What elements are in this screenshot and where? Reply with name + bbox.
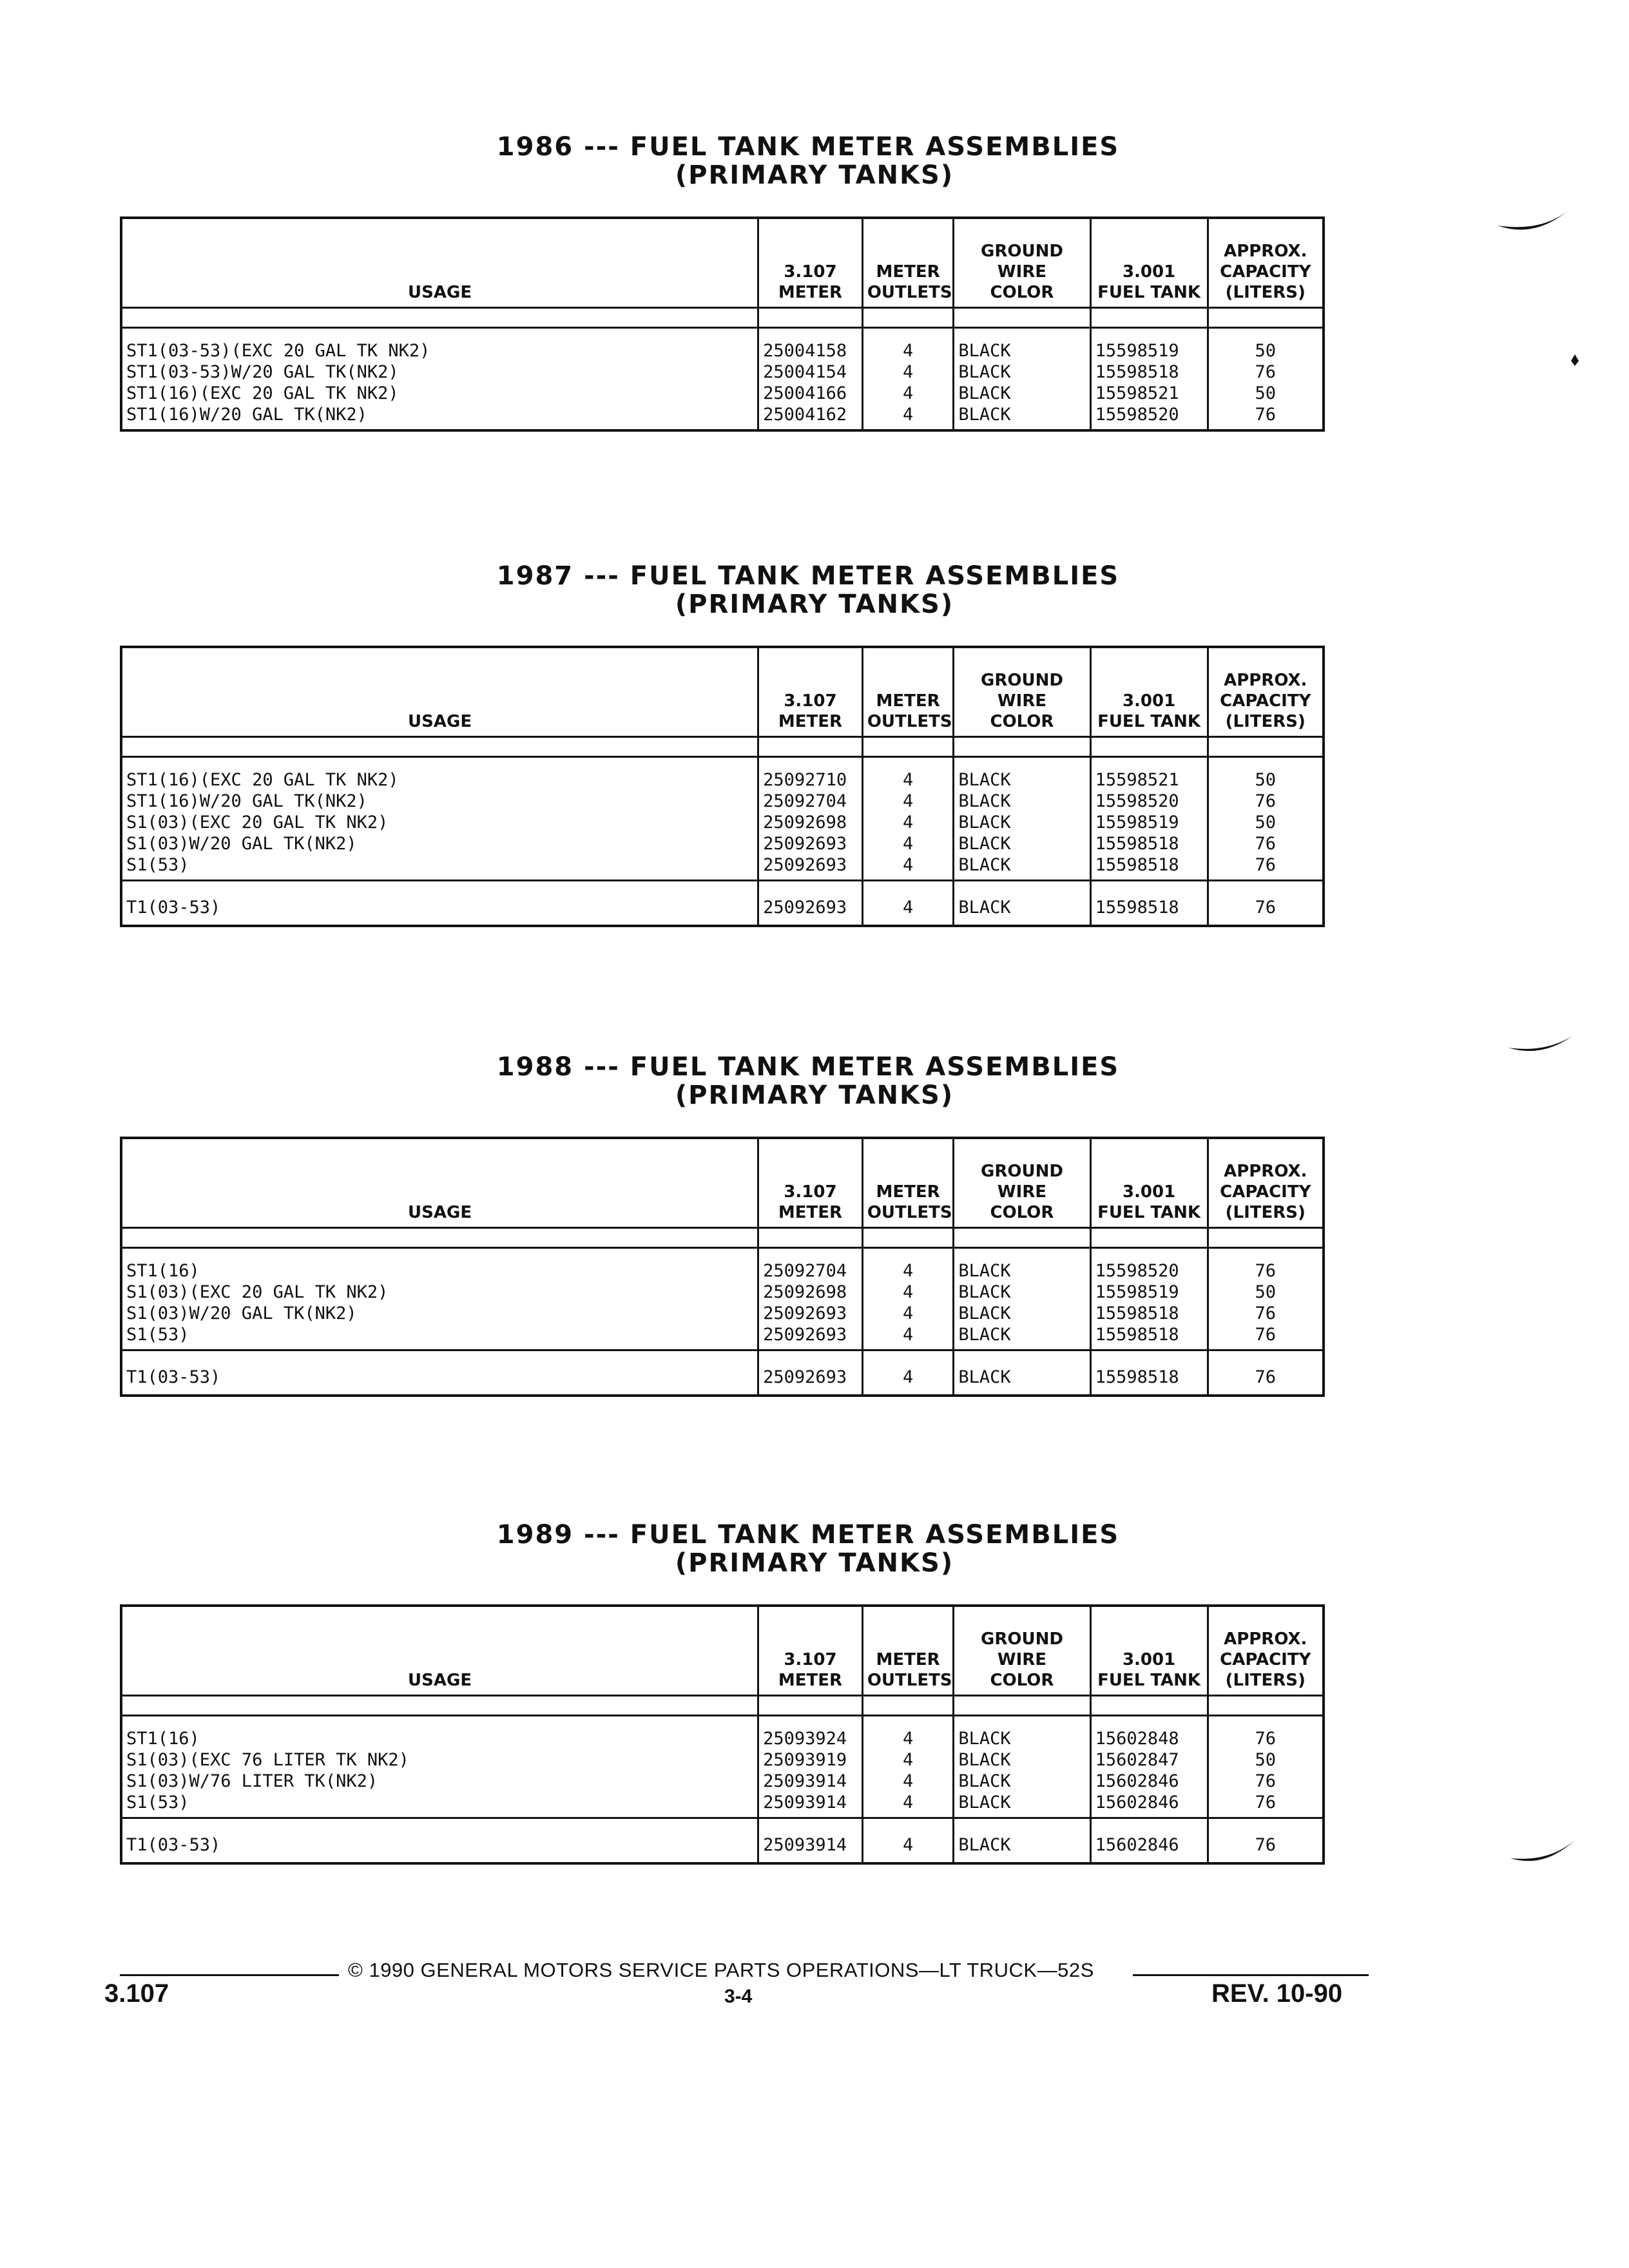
scan-mark-icon <box>1495 206 1572 245</box>
header-label-line: GROUND <box>981 1629 1063 1649</box>
table-row <box>121 791 1324 812</box>
table-row <box>121 1771 1324 1792</box>
cell-meter-number: 25092710 <box>758 757 863 791</box>
header-label-line: GROUND <box>981 1162 1063 1181</box>
header-meter <box>758 218 863 308</box>
cell-capacity: 50 <box>1208 1282 1324 1303</box>
cell-usage: S1(03)(EXC 20 GAL TK NK2) <box>121 812 758 833</box>
cell-capacity: 50 <box>1208 328 1324 362</box>
cell-meter-number: 25093914 <box>758 1792 863 1818</box>
cell-ground-wire-color: BLACK <box>954 1818 1090 1864</box>
cell-ground-wire-color: BLACK <box>954 757 1090 791</box>
cell-outlets: 4 <box>862 1350 954 1396</box>
header-outlets <box>862 1606 954 1696</box>
header-label-line: CAPACITY <box>1220 1650 1311 1669</box>
cell-meter-number: 25093914 <box>758 1818 863 1864</box>
header-label-line: 3.001 <box>1122 691 1176 711</box>
cell-fuel-tank-number: 15598518 <box>1090 854 1208 881</box>
cell-meter-number: 25092693 <box>758 1350 863 1396</box>
cell-meter-number: 25092698 <box>758 1282 863 1303</box>
header-label-line: APPROX. <box>1224 1629 1307 1649</box>
cell-fuel-tank-number: 15602846 <box>1090 1771 1208 1792</box>
section-title-year: 1988 --- FUEL TANK METER ASSEMBLIES <box>496 1052 1120 1082</box>
header-label-line: 3.001 <box>1122 1650 1176 1669</box>
cell-capacity: 76 <box>1208 791 1324 812</box>
cell-outlets: 4 <box>862 1749 954 1771</box>
table-row <box>121 1282 1324 1303</box>
header-meter <box>758 1606 863 1696</box>
table-body <box>121 1716 1324 1864</box>
header-label-line: WIRE <box>997 1650 1047 1669</box>
section-title-subtitle: (PRIMARY TANKS) <box>675 1548 954 1578</box>
cell-fuel-tank-number: 15598520 <box>1090 404 1208 430</box>
header-label-line: 3.001 <box>1122 1182 1176 1202</box>
header-label-line: USAGE <box>408 1671 472 1690</box>
header-spacer-row <box>121 1696 1324 1716</box>
cell-outlets: 4 <box>862 833 954 854</box>
cell-outlets: 4 <box>862 854 954 881</box>
header-label-line: METER <box>876 262 940 282</box>
cell-usage: ST1(16)W/20 GAL TK(NK2) <box>121 791 758 812</box>
footer-section-number: 3.107 <box>104 1979 169 2008</box>
cell-usage: ST1(16) <box>121 1716 758 1750</box>
cell-fuel-tank-number: 15598521 <box>1090 757 1208 791</box>
cell-meter-number: 25092693 <box>758 1324 863 1350</box>
header-outlets <box>862 1138 954 1228</box>
footer-page-number: 3-4 <box>724 1986 753 2007</box>
cell-meter-number: 25004158 <box>758 328 863 362</box>
table-header-row <box>121 218 1324 308</box>
header-label-line: METER <box>876 1650 940 1669</box>
footer-rule-right <box>1133 1974 1369 1976</box>
cell-outlets: 4 <box>862 757 954 791</box>
section-title <box>0 1521 1629 1577</box>
cell-outlets: 4 <box>862 1818 954 1864</box>
header-label-line: GROUND <box>981 242 1063 261</box>
cell-fuel-tank-number: 15598519 <box>1090 812 1208 833</box>
cell-ground-wire-color: BLACK <box>954 1248 1090 1282</box>
header-label-line: GROUND <box>981 671 1063 690</box>
cell-fuel-tank-number: 15602847 <box>1090 1749 1208 1771</box>
header-label-line: OUTLETS <box>867 1671 952 1690</box>
cell-ground-wire-color: BLACK <box>954 1716 1090 1750</box>
header-label-line: APPROX. <box>1224 671 1307 690</box>
cell-meter-number: 25092693 <box>758 881 863 927</box>
cell-fuel-tank-number: 15602846 <box>1090 1818 1208 1864</box>
cell-capacity: 50 <box>1208 1749 1324 1771</box>
table-row <box>121 1324 1324 1350</box>
cell-fuel-tank-number: 15598518 <box>1090 881 1208 927</box>
section-title-year: 1986 --- FUEL TANK METER ASSEMBLIES <box>496 132 1120 162</box>
table-row <box>121 1818 1324 1864</box>
header-outlets <box>862 218 954 308</box>
header-label-line: (LITERS) <box>1225 283 1306 302</box>
header-label-line: WIRE <box>997 1182 1047 1202</box>
cell-meter-number: 25004154 <box>758 361 863 383</box>
table-row <box>121 1248 1324 1282</box>
cell-meter-number: 25092704 <box>758 1248 863 1282</box>
cell-ground-wire-color: BLACK <box>954 1771 1090 1792</box>
cell-outlets: 4 <box>862 1716 954 1750</box>
header-label-line: WIRE <box>997 691 1047 711</box>
header-label-line: USAGE <box>408 283 472 302</box>
cell-ground-wire-color: BLACK <box>954 1749 1090 1771</box>
cell-ground-wire-color: BLACK <box>954 1303 1090 1324</box>
header-label-line: CAPACITY <box>1220 1182 1311 1202</box>
cell-ground-wire-color: BLACK <box>954 404 1090 430</box>
parts-table <box>120 646 1325 927</box>
cell-meter-number: 25092704 <box>758 791 863 812</box>
cell-capacity: 76 <box>1208 833 1324 854</box>
parts-table <box>120 1137 1325 1397</box>
cell-outlets: 4 <box>862 881 954 927</box>
header-fuel-tank <box>1090 647 1208 737</box>
cell-ground-wire-color: BLACK <box>954 854 1090 881</box>
cell-capacity: 76 <box>1208 1303 1324 1324</box>
cell-fuel-tank-number: 15598520 <box>1090 1248 1208 1282</box>
section-title <box>0 562 1629 619</box>
cell-meter-number: 25092698 <box>758 812 863 833</box>
cell-ground-wire-color: BLACK <box>954 383 1090 404</box>
table-row <box>121 812 1324 833</box>
cell-usage: T1(03-53) <box>121 1350 758 1396</box>
cell-usage: S1(03)(EXC 76 LITER TK NK2) <box>121 1749 758 1771</box>
section-title-subtitle: (PRIMARY TANKS) <box>675 160 954 190</box>
cell-capacity: 76 <box>1208 1324 1324 1350</box>
cell-meter-number: 25092693 <box>758 854 863 881</box>
cell-capacity: 76 <box>1208 1350 1324 1396</box>
footer-revision: REV. 10-90 <box>1211 1979 1343 2008</box>
section-title-subtitle: (PRIMARY TANKS) <box>675 590 954 619</box>
cell-usage: ST1(16)(EXC 20 GAL TK NK2) <box>121 757 758 791</box>
header-label-line: 3.107 <box>784 1650 837 1669</box>
header-capacity <box>1208 647 1324 737</box>
cell-outlets: 4 <box>862 404 954 430</box>
cell-outlets: 4 <box>862 812 954 833</box>
cell-ground-wire-color: BLACK <box>954 1282 1090 1303</box>
header-spacer-row <box>121 308 1324 328</box>
table-row <box>121 1792 1324 1818</box>
header-label-line: OUTLETS <box>867 1203 952 1222</box>
cell-outlets: 4 <box>862 1792 954 1818</box>
cell-outlets: 4 <box>862 1324 954 1350</box>
cell-ground-wire-color: BLACK <box>954 833 1090 854</box>
cell-fuel-tank-number: 15602846 <box>1090 1792 1208 1818</box>
header-label-line: APPROX. <box>1224 242 1307 261</box>
header-capacity <box>1208 218 1324 308</box>
cell-outlets: 4 <box>862 1248 954 1282</box>
header-meter <box>758 647 863 737</box>
cell-ground-wire-color: BLACK <box>954 1792 1090 1818</box>
cell-capacity: 76 <box>1208 1716 1324 1750</box>
header-fuel-tank <box>1090 1138 1208 1228</box>
table-row <box>121 881 1324 927</box>
cell-meter-number: 25004166 <box>758 383 863 404</box>
header-usage <box>121 218 758 308</box>
table-row <box>121 328 1324 362</box>
cell-outlets: 4 <box>862 383 954 404</box>
header-spacer-row <box>121 1228 1324 1248</box>
cell-outlets: 4 <box>862 1771 954 1792</box>
cell-capacity: 50 <box>1208 812 1324 833</box>
cell-capacity: 76 <box>1208 1771 1324 1792</box>
cell-fuel-tank-number: 15598518 <box>1090 1350 1208 1396</box>
header-meter <box>758 1138 863 1228</box>
header-label-line: WIRE <box>997 262 1047 282</box>
cell-usage: S1(53) <box>121 1792 758 1818</box>
cell-usage: T1(03-53) <box>121 1818 758 1864</box>
table-row <box>121 383 1324 404</box>
cell-meter-number: 25093924 <box>758 1716 863 1750</box>
cell-outlets: 4 <box>862 1282 954 1303</box>
section-title-subtitle: (PRIMARY TANKS) <box>675 1081 954 1110</box>
section-title <box>0 133 1629 189</box>
header-label-line: FUEL TANK <box>1097 1203 1201 1222</box>
header-label-line: FUEL TANK <box>1097 1671 1201 1690</box>
cell-outlets: 4 <box>862 1303 954 1324</box>
cell-ground-wire-color: BLACK <box>954 1324 1090 1350</box>
header-label-line: USAGE <box>408 712 472 731</box>
cell-fuel-tank-number: 15598520 <box>1090 791 1208 812</box>
cell-usage: ST1(16)W/20 GAL TK(NK2) <box>121 404 758 430</box>
header-label-line: METER <box>778 712 843 731</box>
header-spacer-row <box>121 737 1324 757</box>
cell-ground-wire-color: BLACK <box>954 1350 1090 1396</box>
cell-usage: ST1(03-53)W/20 GAL TK(NK2) <box>121 361 758 383</box>
header-label-line: CAPACITY <box>1220 691 1311 711</box>
cell-ground-wire-color: BLACK <box>954 328 1090 362</box>
table-body <box>121 328 1324 431</box>
header-label-line: OUTLETS <box>867 712 952 731</box>
header-label-line: USAGE <box>408 1203 472 1222</box>
cell-fuel-tank-number: 15598519 <box>1090 1282 1208 1303</box>
header-label-line: METER <box>778 1203 843 1222</box>
table-header-row <box>121 1138 1324 1228</box>
header-fuel-tank <box>1090 1606 1208 1696</box>
cell-capacity: 50 <box>1208 757 1324 791</box>
cell-meter-number: 25093919 <box>758 1749 863 1771</box>
table-header-row <box>121 647 1324 737</box>
header-label-line: 3.107 <box>784 691 837 711</box>
table-row <box>121 1749 1324 1771</box>
header-label-line: COLOR <box>990 712 1054 731</box>
cell-usage: ST1(03-53)(EXC 20 GAL TK NK2) <box>121 328 758 362</box>
cell-fuel-tank-number: 15598521 <box>1090 383 1208 404</box>
table-row <box>121 404 1324 430</box>
cell-fuel-tank-number: 15602848 <box>1090 1716 1208 1750</box>
header-label-line: METER <box>876 691 940 711</box>
table-body <box>121 757 1324 927</box>
header-usage <box>121 647 758 737</box>
table-body <box>121 1248 1324 1396</box>
cell-fuel-tank-number: 15598518 <box>1090 1324 1208 1350</box>
cell-usage: ST1(16) <box>121 1248 758 1282</box>
header-label-line: METER <box>778 1671 843 1690</box>
header-label-line: 3.001 <box>1122 262 1176 282</box>
header-label-line: COLOR <box>990 1203 1054 1222</box>
header-usage <box>121 1606 758 1696</box>
table-row <box>121 833 1324 854</box>
cell-ground-wire-color: BLACK <box>954 791 1090 812</box>
cell-meter-number: 25093914 <box>758 1771 863 1792</box>
header-ground-wire-color <box>954 647 1090 737</box>
table-header-row <box>121 1606 1324 1696</box>
cell-fuel-tank-number: 15598518 <box>1090 1303 1208 1324</box>
parts-table <box>120 216 1325 432</box>
table-row <box>121 757 1324 791</box>
header-label-line: APPROX. <box>1224 1162 1307 1181</box>
header-label-line: FUEL TANK <box>1097 283 1201 302</box>
cell-usage: S1(53) <box>121 1324 758 1350</box>
cell-meter-number: 25004162 <box>758 404 863 430</box>
table-row <box>121 1350 1324 1396</box>
header-label-line: FUEL TANK <box>1097 712 1201 731</box>
section-title-year: 1989 --- FUEL TANK METER ASSEMBLIES <box>496 1520 1120 1550</box>
cell-outlets: 4 <box>862 328 954 362</box>
header-label-line: 3.107 <box>784 1182 837 1202</box>
cell-usage: S1(03)W/20 GAL TK(NK2) <box>121 833 758 854</box>
cell-capacity: 76 <box>1208 1248 1324 1282</box>
section-title-year: 1987 --- FUEL TANK METER ASSEMBLIES <box>496 561 1120 591</box>
header-label-line: (LITERS) <box>1225 1203 1306 1222</box>
header-fuel-tank <box>1090 218 1208 308</box>
header-label-line: COLOR <box>990 283 1054 302</box>
cell-fuel-tank-number: 15598518 <box>1090 361 1208 383</box>
cell-capacity: 76 <box>1208 1792 1324 1818</box>
cell-fuel-tank-number: 15598518 <box>1090 833 1208 854</box>
header-usage <box>121 1138 758 1228</box>
footer-rule-left <box>120 1974 339 1976</box>
table-row <box>121 1716 1324 1750</box>
section-title <box>0 1053 1629 1110</box>
header-capacity <box>1208 1606 1324 1696</box>
cell-meter-number: 25092693 <box>758 1303 863 1324</box>
header-label-line: (LITERS) <box>1225 712 1306 731</box>
header-outlets <box>862 647 954 737</box>
cell-capacity: 76 <box>1208 881 1324 927</box>
cell-usage: S1(03)W/20 GAL TK(NK2) <box>121 1303 758 1324</box>
cell-ground-wire-color: BLACK <box>954 361 1090 383</box>
cell-fuel-tank-number: 15598519 <box>1090 328 1208 362</box>
cell-outlets: 4 <box>862 791 954 812</box>
cell-usage: T1(03-53) <box>121 881 758 927</box>
parts-table <box>120 1604 1325 1865</box>
cell-usage: S1(53) <box>121 854 758 881</box>
header-label-line: CAPACITY <box>1220 262 1311 282</box>
cell-capacity: 50 <box>1208 383 1324 404</box>
header-label-line: 3.107 <box>784 262 837 282</box>
header-label-line: METER <box>778 283 843 302</box>
scan-dot-icon <box>1570 353 1580 367</box>
cell-outlets: 4 <box>862 361 954 383</box>
cell-capacity: 76 <box>1208 404 1324 430</box>
cell-meter-number: 25092693 <box>758 833 863 854</box>
header-capacity <box>1208 1138 1324 1228</box>
header-ground-wire-color <box>954 1138 1090 1228</box>
cell-capacity: 76 <box>1208 1818 1324 1864</box>
cell-usage: S1(03)(EXC 20 GAL TK NK2) <box>121 1282 758 1303</box>
header-ground-wire-color <box>954 1606 1090 1696</box>
cell-ground-wire-color: BLACK <box>954 812 1090 833</box>
cell-capacity: 76 <box>1208 361 1324 383</box>
cell-usage: S1(03)W/76 LITER TK(NK2) <box>121 1771 758 1792</box>
header-label-line: COLOR <box>990 1671 1054 1690</box>
header-label-line: METER <box>876 1182 940 1202</box>
header-label-line: (LITERS) <box>1225 1671 1306 1690</box>
cell-usage: ST1(16)(EXC 20 GAL TK NK2) <box>121 383 758 404</box>
table-row <box>121 854 1324 881</box>
table-row <box>121 361 1324 383</box>
header-ground-wire-color <box>954 218 1090 308</box>
table-row <box>121 1303 1324 1324</box>
footer-copyright: © 1990 GENERAL MOTORS SERVICE PARTS OPERATIONS—LT TRUCK—52S <box>348 1959 1094 1981</box>
cell-ground-wire-color: BLACK <box>954 881 1090 927</box>
scan-mark-icon <box>1508 1836 1579 1875</box>
header-label-line: OUTLETS <box>867 283 952 302</box>
cell-capacity: 76 <box>1208 854 1324 881</box>
